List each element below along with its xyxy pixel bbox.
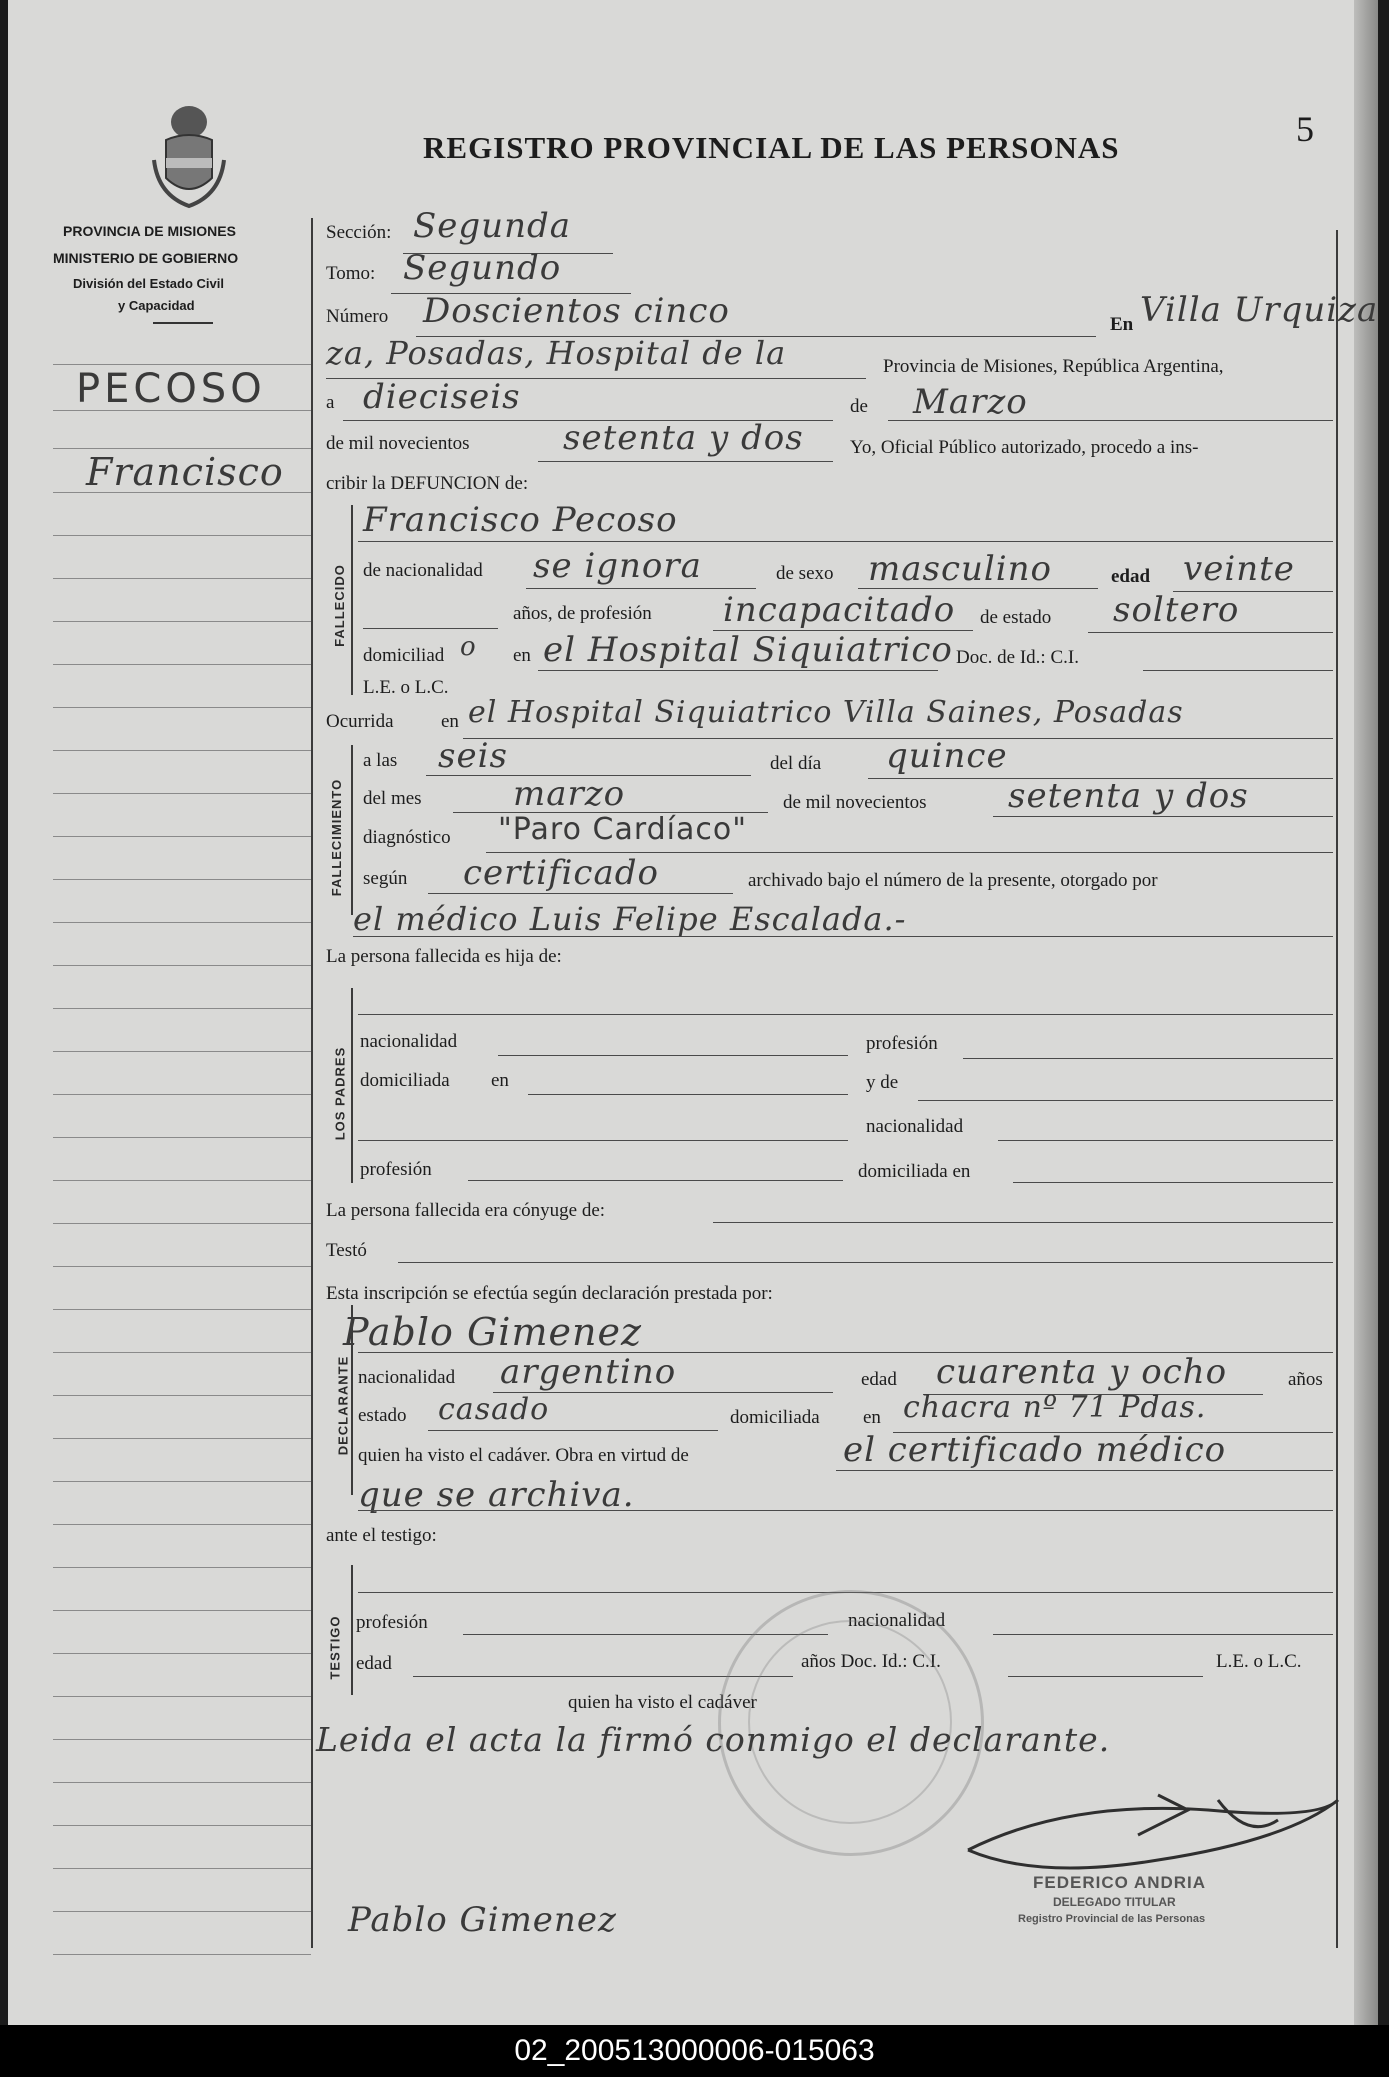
field-line <box>526 588 756 589</box>
mil-novecientos-label: de mil novecientos <box>326 433 470 454</box>
official-name: FEDERICO ANDRIA <box>1033 1873 1207 1892</box>
field-line <box>528 1094 848 1095</box>
margin-rule <box>53 1696 311 1697</box>
margin-rule <box>53 621 311 622</box>
segun-label: según <box>363 868 408 889</box>
declarante-domiciliada-label: domiciliada <box>730 1407 820 1428</box>
en-value: Villa Urquiza <box>1140 290 1378 330</box>
testigo-anos-doc-label: años Doc. Id.: C.I. <box>801 1651 941 1672</box>
field-line <box>963 1058 1333 1059</box>
section-border <box>351 745 353 915</box>
margin-rule <box>53 1653 311 1654</box>
otorgado-por-value: el médico Luis Felipe Escalada.- <box>353 900 907 938</box>
declarante-nacionalidad-value: argentino <box>500 1352 677 1392</box>
field-line <box>1008 1676 1203 1677</box>
section-border <box>351 988 353 1183</box>
page-title: REGISTRO PROVINCIAL DE LAS PERSONAS <box>423 130 1120 165</box>
diagnostico-value: "Paro Cardíaco" <box>498 812 748 847</box>
main-left-border <box>311 218 313 1948</box>
margin-rule <box>53 1954 311 1955</box>
declarante-domicilio-value: chacra nº 71 Pdas. <box>903 1390 1207 1425</box>
domiciliad-suffix: o <box>460 632 477 662</box>
y-de-label: y de <box>866 1072 899 1093</box>
field-line <box>1088 632 1333 633</box>
declarante-estado-label: estado <box>358 1405 407 1426</box>
margin-rule <box>53 448 311 449</box>
section-border <box>351 505 353 695</box>
field-line <box>538 670 938 671</box>
official-title: DELEGADO TITULAR <box>1053 1895 1176 1909</box>
en-label: En <box>1110 314 1134 335</box>
margin-rule <box>53 1352 311 1353</box>
margin-rule <box>53 1180 311 1181</box>
conyuge-label: La persona fallecida era cónyuge de: <box>326 1200 606 1221</box>
field-line <box>428 1430 718 1431</box>
official-office: Registro Provincial de las Personas <box>1018 1913 1206 1925</box>
anos-profesion-label: años, de profesión <box>513 603 652 624</box>
estado-label: de estado <box>980 607 1052 628</box>
margin-rule <box>53 965 311 966</box>
anio-value: setenta y dos <box>563 418 804 458</box>
declarante-en-label: en <box>863 1407 881 1428</box>
padre-profesion-label: profesión <box>866 1033 938 1054</box>
declarante-obra-value-2: que se archiva. <box>358 1475 635 1515</box>
tomo-label: Tomo: <box>326 263 376 284</box>
margin-rule <box>53 1008 311 1009</box>
hija-de-label: La persona fallecida es hija de: <box>326 946 562 967</box>
dia-fall-value: quince <box>886 736 1008 776</box>
a-label: a <box>326 392 335 413</box>
de-mil-nov-label: de mil novecientos <box>783 792 927 813</box>
testigo-le-label: L.E. o L.C. <box>1216 1651 1302 1672</box>
margin-rule <box>53 1266 311 1267</box>
coat-of-arms-icon <box>148 100 230 210</box>
margin-rule <box>53 1782 311 1783</box>
place-value: za, Posadas, Hospital de la <box>326 334 787 372</box>
register-page <box>8 0 1378 2025</box>
margin-rule <box>53 879 311 880</box>
provincia-label: Provincia de Misiones, República Argentina, <box>883 356 1224 377</box>
field-line <box>363 628 498 629</box>
quien-visto-label: quien ha visto el cadáver. Obra en virtud de <box>358 1445 689 1466</box>
field-line <box>858 588 1098 589</box>
ante-testigo-label: ante el testigo: <box>326 1525 437 1546</box>
testigo-nacionalidad-label: nacionalidad <box>848 1610 946 1631</box>
margin-rule <box>53 707 311 708</box>
field-line <box>1143 670 1333 671</box>
dia-value: dieciseis <box>363 377 521 417</box>
margin-rule <box>53 1825 311 1826</box>
padre-domiciliada-label: domiciliada <box>360 1070 450 1091</box>
declarante-value: Pablo Gimenez <box>343 1310 642 1354</box>
archivado-label: archivado bajo el número de la presente, otorgado por <box>748 870 1158 891</box>
field-line <box>713 1222 1333 1223</box>
org-line-2: MINISTERIO DE GOBIERNO <box>53 250 239 266</box>
edad-value: veinte <box>1183 549 1295 589</box>
estado-value: soltero <box>1113 590 1240 630</box>
padre-en-label: en <box>491 1070 509 1091</box>
segun-value: certificado <box>463 853 659 893</box>
margin-rule <box>53 1610 311 1611</box>
field-line <box>993 1634 1333 1635</box>
inscribir-label: cribir la DEFUNCION de: <box>326 473 529 494</box>
main-right-border <box>1336 230 1338 1948</box>
nombre-value: Francisco Pecoso <box>363 500 678 540</box>
de-label: de <box>850 396 868 417</box>
diagnostico-label: diagnóstico <box>363 827 451 848</box>
numero-label: Número <box>326 306 389 327</box>
margin-rule <box>53 1051 311 1052</box>
mes-value: Marzo <box>913 382 1028 422</box>
field-line <box>428 893 733 894</box>
edad-label: edad <box>1111 566 1151 587</box>
del-dia-label: del día <box>770 753 822 774</box>
domiciliad-label: domiciliad <box>363 645 445 666</box>
section-label-los-padres: LOS PADRES <box>332 1046 348 1141</box>
section-label-declarante: DECLARANTE <box>335 1355 351 1456</box>
field-line <box>358 541 1333 542</box>
org-line-3: División del Estado Civil <box>73 276 224 291</box>
madre-nacionalidad-label: nacionalidad <box>866 1116 964 1137</box>
margin-rule <box>53 1438 311 1439</box>
margin-rule <box>53 1524 311 1525</box>
margin-rule <box>53 1739 311 1740</box>
sexo-label: de sexo <box>776 563 834 584</box>
madre-profesion-label: profesión <box>360 1159 432 1180</box>
declarante-edad-label: edad <box>861 1369 897 1390</box>
del-mes-label: del mes <box>363 788 422 809</box>
declarante-nacionalidad-label: nacionalidad <box>358 1367 456 1388</box>
testo-label: Testó <box>326 1240 367 1261</box>
sexo-value: masculino <box>868 549 1053 589</box>
field-line <box>836 1470 1333 1471</box>
profesion-value: incapacitado <box>723 590 956 630</box>
margin-rule <box>53 1911 311 1912</box>
declarante-anos-label: años <box>1288 1369 1323 1390</box>
field-line <box>398 1262 1333 1263</box>
numero-value: Doscientos cinco <box>423 291 730 331</box>
nacionalidad-label: de nacionalidad <box>363 560 483 581</box>
mes-fall-value: marzo <box>513 774 626 814</box>
section-label-fallecido: FALLECIDO <box>331 564 347 647</box>
org-underline <box>153 322 213 324</box>
field-line <box>888 420 1333 421</box>
margin-rule <box>53 1868 311 1869</box>
anio-fall-value: setenta y dos <box>1008 776 1249 816</box>
field-line <box>1013 1182 1333 1183</box>
margin-rule <box>53 1309 311 1310</box>
field-line <box>498 1055 848 1056</box>
margin-rule <box>53 1481 311 1482</box>
margin-rule <box>53 836 311 837</box>
field-line <box>918 1100 1333 1101</box>
seccion-value: Segunda <box>413 206 572 246</box>
a-las-label: a las <box>363 750 398 771</box>
org-line-1: PROVINCIA DE MISIONES <box>63 223 236 239</box>
field-line <box>353 936 1333 937</box>
declarante-edad-value: cuarenta y ocho <box>936 1352 1228 1392</box>
margin-surname: PECOSO <box>76 366 266 412</box>
le-lc-label: L.E. o L.C. <box>363 677 449 698</box>
field-line <box>993 816 1333 817</box>
margin-rule <box>53 922 311 923</box>
oficial-label: Yo, Oficial Público autorizado, procedo a ins- <box>850 437 1199 458</box>
domicilio-value: el Hospital Siquiatrico <box>543 630 953 670</box>
field-line <box>538 461 833 462</box>
margin-rule <box>53 364 311 365</box>
declarante-signature: Pablo Gimenez <box>348 1900 617 1940</box>
testigo-quien-label: quien ha visto el cadáver <box>568 1692 757 1713</box>
field-line <box>358 1140 848 1141</box>
inscripcion-label: Esta inscripción se efectúa según declaración prestada por: <box>326 1283 773 1304</box>
leida-text: Leida el acta la firmó conmigo el declarante. <box>316 1720 1111 1759</box>
margin-rule <box>53 1395 311 1396</box>
seccion-label: Sección: <box>326 222 392 243</box>
field-line <box>358 1510 1333 1511</box>
declarante-obra-value: el certificado médico <box>843 1430 1227 1470</box>
margin-rule <box>53 664 311 665</box>
section-label-fallecimiento: FALLECIMIENTO <box>329 778 345 897</box>
testigo-profesion-label: profesión <box>356 1612 428 1633</box>
margin-rule <box>53 1094 311 1095</box>
org-line-4: y Capacidad <box>118 298 195 313</box>
madre-domiciliada-label: domiciliada en <box>858 1161 971 1182</box>
field-line <box>358 1014 1333 1015</box>
field-line <box>998 1140 1333 1141</box>
image-id-bar: 02_200513000006-015063 <box>0 2025 1389 2077</box>
margin-rule <box>53 578 311 579</box>
nacionalidad-value: se ignora <box>533 546 702 586</box>
ocurrida-label: Ocurrida <box>326 711 394 732</box>
margin-rule <box>53 793 311 794</box>
tomo-value: Segundo <box>403 248 562 288</box>
domicilio-en-label: en <box>513 645 531 666</box>
margin-rule <box>53 535 311 536</box>
section-border <box>351 1565 353 1695</box>
page-number: 5 <box>1296 109 1314 149</box>
declarante-estado-value: casado <box>438 1392 550 1427</box>
margin-rule <box>53 1137 311 1138</box>
ocurrida-en-label: en <box>441 711 459 732</box>
ocurrida-value: el Hospital Siquiatrico Villa Saines, Posadas <box>468 695 1184 730</box>
doc-label: Doc. de Id.: C.I. <box>956 647 1079 668</box>
margin-given-name: Francisco <box>86 450 284 494</box>
testigo-edad-label: edad <box>356 1653 392 1674</box>
margin-rule <box>53 1223 311 1224</box>
section-label-testigo: TESTIGO <box>327 1615 343 1680</box>
field-line <box>468 1180 843 1181</box>
hora-value: seis <box>438 736 508 776</box>
margin-rule <box>53 1567 311 1568</box>
padre-nacionalidad-label: nacionalidad <box>360 1031 458 1052</box>
margin-rule <box>53 750 311 751</box>
